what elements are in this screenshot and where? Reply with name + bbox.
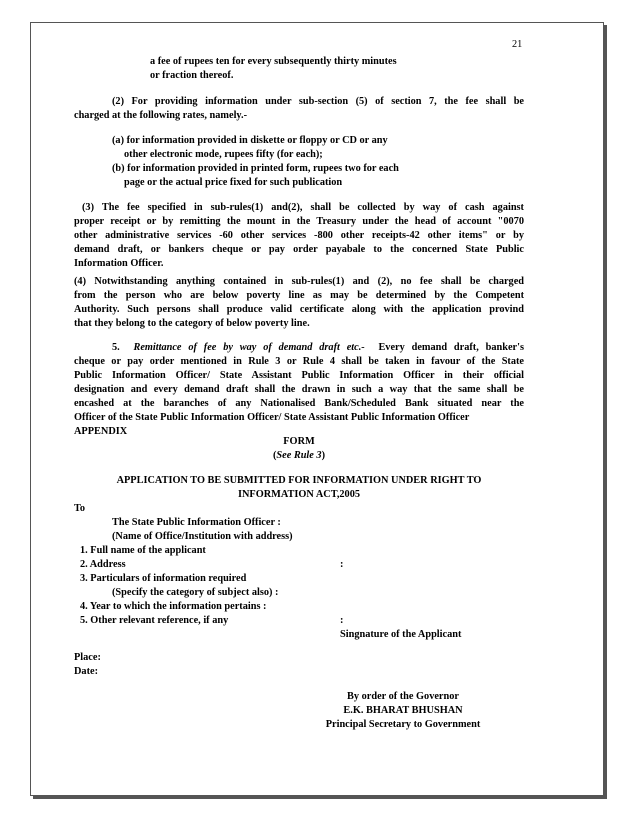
clause-4-line-4: that they belong to the category of below poverty line. — [74, 318, 310, 329]
rule-5-line-1 — [74, 341, 524, 355]
rule-5-line-5: encashed at the baranches of any Nationalised Bank/Scheduled Bank situated near the — [74, 398, 524, 409]
application-heading-line-2: INFORMATION ACT,2005 — [237, 489, 361, 500]
field-category: (Specify the category of subject also) : — [112, 587, 279, 598]
rule-5-heading: Remittance of fee by way of demand draft etc.- — [133, 342, 365, 353]
form-title: FORM — [283, 436, 315, 447]
clause-3-line-1: (3) The fee specified in sub-rules(1) and(2), shall be collected by way of cash against — [82, 202, 524, 213]
rule-5-line-4: designation and every demand draft shall the drawn in such a way that the same shall be — [74, 384, 524, 395]
clause-3-line-2: proper receipt or by remitting the mount in the Treasury under the head of account "0070 — [74, 216, 524, 227]
application-heading-line-1: APPLICATION TO BE SUBMITTED FOR INFORMATION UNDER RIGHT TO — [116, 475, 482, 486]
clause-2a-line-1: (a) for information provided in diskette or floppy or CD or any — [112, 135, 388, 146]
date-label: Date: — [74, 666, 99, 677]
clause-4-line-2: from the person who are below poverty line as may be determined by the Competent — [74, 290, 524, 301]
field-other-reference-colon: : — [340, 615, 344, 626]
form-rule-ref-close: ) — [321, 450, 326, 461]
clause-4 — [74, 275, 524, 331]
fee-continuation-line-2: or fraction thereof. — [150, 70, 234, 81]
fee-continuation-line-1: a fee of rupees ten for every subsequently thirty minutes — [150, 56, 397, 67]
clause-2 — [74, 95, 524, 123]
clause-3-line-4: demand draft, or bankers cheque or pay order payabale to the concerned State Public — [74, 244, 524, 255]
addressee-line-2: (Name of Office/Institution with address) — [112, 531, 293, 542]
to-label: To — [74, 503, 86, 514]
rule-5-line-3: Public Information Officer/ State Assistant Public Information Officer in their official — [74, 370, 524, 381]
clause-2b-line-1: (b) for information provided in printed form, rupees two for each — [112, 163, 399, 174]
field-particulars: 3. Particulars of information required — [80, 573, 247, 584]
form-rule-ref — [74, 449, 524, 463]
rule-5 — [74, 341, 524, 425]
field-full-name: 1. Full name of the applicant — [80, 545, 206, 556]
place-label: Place: — [74, 652, 101, 663]
clause-2-line-2: charged at the following rates, namely.- — [74, 110, 248, 121]
clause-2-line-1: (2) For providing information under sub-section (5) of section 7, the fee shall be — [112, 96, 524, 107]
rule-5-line-6: Officer of the State Public Information Officer/ State Assistant Public Information Officer — [74, 412, 470, 423]
clause-3-line-3: other administrative services -60 other services -800 other receipts-42 other items" or by — [74, 230, 524, 241]
form-rule-ref-open: ( — [272, 450, 277, 461]
clause-4-line-1: (4) Notwithstanding anything contained in sub-rules(1) and (2), no fee shall be charged — [74, 276, 524, 287]
appendix-label: APPENDIX — [74, 426, 128, 437]
addressee-line-1: The State Public Information Officer : — [112, 517, 281, 528]
field-address: 2. Address — [80, 559, 126, 570]
rule-5-line-2: cheque or pay order mentioned in Rule 3 or Rule 4 shall be taken in favour of the State — [74, 356, 524, 367]
rule-5-first-line-rest: Every demand draft, banker's — [378, 342, 524, 353]
field-address-colon: : — [340, 559, 344, 570]
signoff-line-3: Principal Secretary to Government — [325, 719, 481, 730]
clause-3-line-5: Information Officer. — [74, 258, 164, 269]
clause-4-line-3: Authority. Such persons shall produce valid certificate along with the application provind — [74, 304, 524, 315]
signature-label: Singnature of the Applicant — [340, 629, 462, 640]
field-year: 4. Year to which the information pertains : — [80, 601, 267, 612]
page-number: 21 — [512, 39, 523, 50]
clause-2b-line-2: page or the actual price fixed for such publication — [124, 177, 343, 188]
signoff-line-2: E.K. BHARAT BHUSHAN — [343, 705, 463, 716]
rule-5-number: 5. — [112, 342, 120, 353]
clause-2a-line-2: other electronic mode, rupees fifty (for each); — [124, 149, 323, 160]
clause-3 — [74, 201, 524, 271]
field-other-reference: 5. Other relevant reference, if any — [80, 615, 229, 626]
form-rule-ref-text: See Rule 3 — [276, 450, 322, 461]
signoff-line-1: By order of the Governor — [347, 691, 459, 702]
